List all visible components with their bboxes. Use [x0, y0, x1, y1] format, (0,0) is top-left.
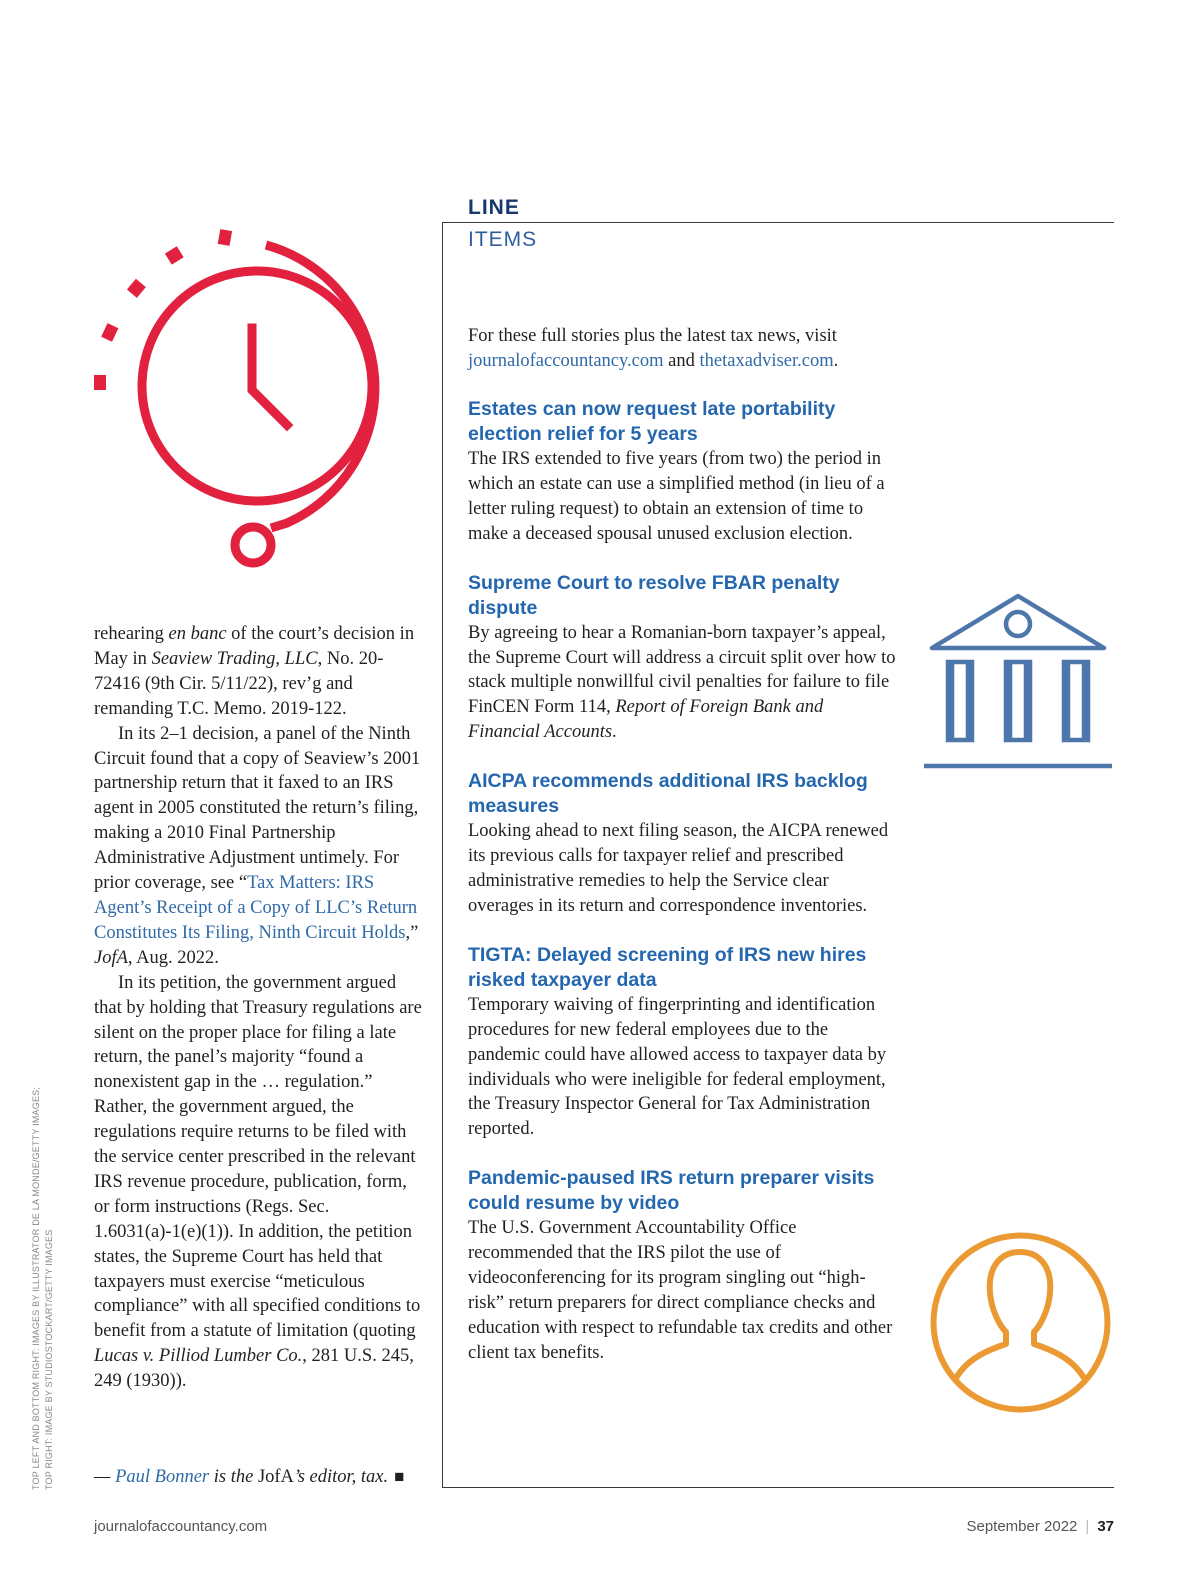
news-body: The IRS extended to five years (from two) the period in which an estate can use a simplified method (in lieu of a letter ruling request) to obtain an extension of time to make a deceased spousal unused exclusion election.: [468, 449, 885, 544]
author-link[interactable]: Paul Bonner: [115, 1467, 210, 1487]
news-item: [468, 571, 898, 746]
article-paragraph: In its 2–1 decision, a panel of the Ninth Circuit found that a copy of Seaview’s 2001 partnership return that it faxed to an IRS agent in 2005 constituted the return’s filing, making a 2010 Final Partnership Administrative Adjustment untimely. For prior coverage, see “Tax Matters: IRS Agent’s Receipt of a Copy of LLC’s Return Constitutes Its Filing, Ninth Circuit Holds,” JofA, Aug. 2022.: [94, 723, 421, 968]
news-headline[interactable]: Estates can now request late portability election relief for 5 years: [468, 398, 836, 445]
article-paragraph: In its petition, the government argued that by holding that Treasury regulations are silent on the proper place for filing a late return, the panel’s majority “found a nonexistent gap in the … regulation.” Rather, the government argued, the regulations require returns to be filed with the service center prescribed in the relevant IRS revenue procedure, publication, form, or form instructions (Regs. Sec. 1.6031(a)-1(e)(1)). In addition, the petition states, the Supreme Court has held that taxpayers must exercise “meticulous compliance” with all specified conditions to benefit from a statute of limitation (quoting Lucas v. Pilliod Lumber Co., 281 U.S. 245, 249 (1930)).: [94, 972, 422, 1392]
news-item: [468, 1166, 898, 1365]
end-mark: ■: [394, 1467, 405, 1486]
intro-text: For these full stories plus the latest tax news, visit journalofaccountancy.com and thetaxadviser.com.: [468, 326, 839, 371]
issue-date: September 2022: [966, 1518, 1078, 1535]
journalofaccountancy-link[interactable]: journalofaccountancy.com: [468, 351, 664, 371]
news-items-list: [468, 397, 898, 1390]
news-item: [468, 769, 898, 919]
column-divider: [442, 222, 443, 1488]
news-body: Temporary waiving of fingerprinting and identification procedures for new federal employees due to the pandemic could have allowed access to taxpayer data by individuals who were ineligible for federal employment, the Treasury Inspector General for Tax Administration reported.: [468, 994, 887, 1140]
footer-date-page: [966, 1518, 1114, 1535]
top-rule: [442, 222, 1114, 223]
photo-credit: TOP LEFT AND BOTTOM RIGHT: IMAGES BY ILLUSTRATOR DE LA MONDE/GETTY IMAGES; TOP RIGHT: IMAGE BY STUDIOSTOCKART/GETTY IMAGES: [31, 1086, 54, 1490]
article-paragraph: rehearing en banc of the court’s decision in May in Seaview Trading, LLC, No. 20-72416 (9th Cir. 5/11/22), rev’g and remanding T.C. Memo. 2019-122.: [94, 624, 415, 719]
page-number: 37: [1097, 1518, 1114, 1535]
clock-icon: [90, 225, 425, 575]
news-headline[interactable]: Pandemic-paused IRS return preparer visits could resume by video: [468, 1167, 875, 1215]
department-title: LINE: [468, 196, 520, 219]
author-byline: — Paul Bonner is the JofA’s editor, tax. ■: [94, 1467, 405, 1487]
news-body: Looking ahead to next filing season, the AICPA renewed its previous calls for taxpayer relief and prescribed administrative remedies to help the Service clear overages in its return and correspondence inventories.: [468, 821, 889, 916]
tax-matters-article-link[interactable]: Tax Matters: IRS Agent’s Receipt of a Copy of LLC’s Return Constitutes Its Filing, Ninth Circuit Holds: [94, 873, 418, 943]
news-headline[interactable]: TIGTA: Delayed screening of IRS new hires risked taxpayer data: [468, 943, 867, 991]
news-body: By agreeing to hear a Romanian-born taxpayer’s appeal, the Supreme Court will address a circuit split over how to stack multiple nonwillful civil penalties for failure to file FinCEN Form 114, Report of Foreign Bank and Financial Accounts.: [468, 622, 896, 743]
news-item: [468, 943, 898, 1142]
thetaxadviser-link[interactable]: thetaxadviser.com: [699, 351, 834, 371]
person-profile-icon: [928, 1230, 1113, 1415]
news-body: The U.S. Government Accountability Office recommended that the IRS pilot the use of videoconferencing for its program singling out “high-risk” return preparers for direct compliance checks and education with respect to refundable tax credits and other client tax benefits.: [468, 1218, 893, 1363]
footer-separator: |: [1085, 1518, 1090, 1535]
footer-url[interactable]: journalofaccountancy.com: [94, 1518, 268, 1535]
news-item: [468, 397, 898, 547]
news-headline[interactable]: AICPA recommends additional IRS backlog measures: [468, 770, 868, 818]
bank-building-icon: [922, 590, 1114, 772]
news-headline[interactable]: Supreme Court to resolve FBAR penalty dispute: [468, 571, 840, 619]
left-column-article: [94, 622, 424, 1394]
bottom-rule: [442, 1487, 1114, 1488]
department-subtitle: ITEMS: [468, 228, 538, 251]
